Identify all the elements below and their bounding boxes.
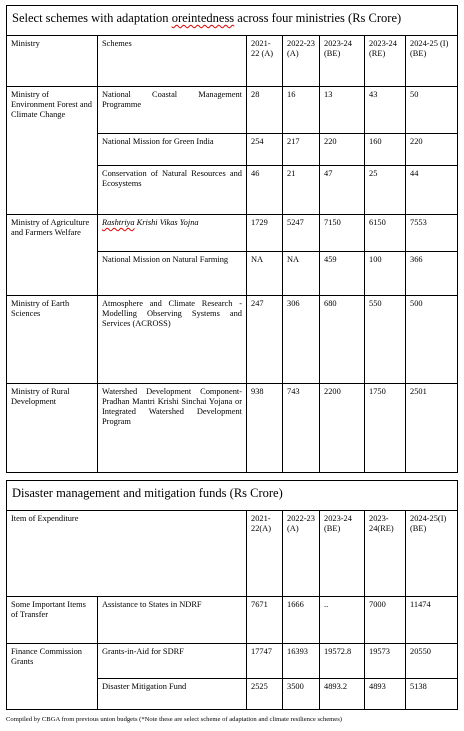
value-cell: 16393 bbox=[283, 644, 320, 679]
misspelt-word: oreintedness bbox=[171, 11, 235, 25]
value-cell: 46 bbox=[247, 166, 283, 215]
category-cell: Finance Commission Grants bbox=[7, 644, 98, 710]
table-row bbox=[7, 644, 458, 679]
value-cell: 7000 bbox=[365, 597, 406, 644]
item-cell: Grants-in-Aid for SDRF bbox=[98, 644, 247, 679]
value-cell: 28 bbox=[247, 87, 283, 134]
value-cell: 7671 bbox=[247, 597, 283, 644]
header-2024-25-be: 2024-25(I)(BE) bbox=[406, 511, 458, 597]
value-cell: 7553 bbox=[406, 215, 458, 252]
value-cell: 19573 bbox=[365, 644, 406, 679]
value-cell: 220 bbox=[406, 134, 458, 166]
value-cell: 4893 bbox=[365, 679, 406, 710]
scheme-cell: Rashtriya Krishi Vikas Yojna bbox=[98, 215, 247, 252]
value-cell: 100 bbox=[365, 252, 406, 296]
value-cell: 550 bbox=[365, 296, 406, 384]
header-2023-24-re: 2023-24(RE) bbox=[365, 511, 406, 597]
scheme-cell: National Mission on Natural Farming bbox=[98, 252, 247, 296]
value-cell: 1666 bbox=[283, 597, 320, 644]
value-cell: 11474 bbox=[406, 597, 458, 644]
header-2021-22: 2021-22(A) bbox=[247, 511, 283, 597]
adaptation-schemes-table bbox=[6, 5, 457, 473]
header-item-of-expenditure: Item of Expenditure bbox=[7, 511, 247, 597]
source-footnote: Compiled by CBGA from previous union budgets (*Note these are select scheme of adaptation and climate resilience schemes) bbox=[6, 716, 343, 723]
table-title: Disaster management and mitigation funds (Rs Crore) bbox=[7, 481, 458, 511]
header-ministry: Ministry bbox=[7, 36, 98, 87]
value-cell: 50 bbox=[406, 87, 458, 134]
item-cell: Assistance to States in NDRF bbox=[98, 597, 247, 644]
value-cell: 217 bbox=[283, 134, 320, 166]
disaster-funds-table bbox=[6, 480, 457, 710]
value-cell: 306 bbox=[283, 296, 320, 384]
table-row bbox=[7, 597, 458, 644]
scheme-cell: Atmosphere and Climate Research - Modelling Observing Systems and Services (ACROSS) bbox=[98, 296, 247, 384]
ministry-cell: Ministry of Agriculture and Farmers Welfare bbox=[7, 215, 98, 296]
scheme-cell: National Mission for Green India bbox=[98, 134, 247, 166]
value-cell: 21 bbox=[283, 166, 320, 215]
header-2023-24-be: 2023-24 (BE) bbox=[320, 36, 365, 87]
value-cell: 366 bbox=[406, 252, 458, 296]
value-cell: 43 bbox=[365, 87, 406, 134]
table-row bbox=[7, 384, 458, 473]
table-title-row bbox=[7, 481, 458, 511]
value-cell: 247 bbox=[247, 296, 283, 384]
scheme-cell: National Coastal Management Programme bbox=[98, 87, 247, 134]
value-cell: 938 bbox=[247, 384, 283, 473]
value-cell: 1729 bbox=[247, 215, 283, 252]
header-schemes: Schemes bbox=[98, 36, 247, 87]
value-cell: 5138 bbox=[406, 679, 458, 710]
value-cell: 47 bbox=[320, 166, 365, 215]
scheme-cell: Watershed Development Component- Pradhan Mantri Krishi Sinchai Yojana or Integrated Watershed Development Program bbox=[98, 384, 247, 473]
value-cell: 160 bbox=[365, 134, 406, 166]
value-cell: 3500 bbox=[283, 679, 320, 710]
header-2024-25-be: 2024-25 (I) (BE) bbox=[406, 36, 458, 87]
table-title: Select schemes with adaptation oreintedness across four ministries (Rs Crore) bbox=[7, 6, 458, 36]
item-cell: Disaster Mitigation Fund bbox=[98, 679, 247, 710]
value-cell: 500 bbox=[406, 296, 458, 384]
value-cell: .. bbox=[320, 597, 365, 644]
value-cell: 2525 bbox=[247, 679, 283, 710]
value-cell: 743 bbox=[283, 384, 320, 473]
value-cell: 2200 bbox=[320, 384, 365, 473]
table-row bbox=[7, 87, 458, 134]
header-2022-23: 2022-23 (A) bbox=[283, 511, 320, 597]
ministry-cell: Ministry of Earth Sciences bbox=[7, 296, 98, 384]
value-cell: 16 bbox=[283, 87, 320, 134]
header-row bbox=[7, 36, 458, 87]
value-cell: 20550 bbox=[406, 644, 458, 679]
value-cell: 4893.2 bbox=[320, 679, 365, 710]
table-title-row bbox=[7, 6, 458, 36]
value-cell: 220 bbox=[320, 134, 365, 166]
value-cell: 459 bbox=[320, 252, 365, 296]
table-row bbox=[7, 215, 458, 252]
value-cell: 7150 bbox=[320, 215, 365, 252]
category-cell: Some Important Items of Transfer bbox=[7, 597, 98, 644]
value-cell: 2501 bbox=[406, 384, 458, 473]
value-cell: 13 bbox=[320, 87, 365, 134]
value-cell: NA bbox=[283, 252, 320, 296]
header-2023-24-re: 2023-24 (RE) bbox=[365, 36, 406, 87]
header-2022-23: 2022-23 (A) bbox=[283, 36, 320, 87]
header-2023-24-be: 2023-24 (BE) bbox=[320, 511, 365, 597]
value-cell: 25 bbox=[365, 166, 406, 215]
value-cell: NA bbox=[247, 252, 283, 296]
scheme-word-rashtriya: Rashtriya bbox=[102, 218, 135, 227]
value-cell: 19572.8 bbox=[320, 644, 365, 679]
value-cell: 6150 bbox=[365, 215, 406, 252]
value-cell: 254 bbox=[247, 134, 283, 166]
value-cell: 1750 bbox=[365, 384, 406, 473]
scheme-cell: Conservation of Natural Resources and Ecosystems bbox=[98, 166, 247, 215]
ministry-cell: Ministry of Rural Development bbox=[7, 384, 98, 473]
table-row bbox=[7, 296, 458, 384]
header-2021-22: 2021-22 (A) bbox=[247, 36, 283, 87]
value-cell: 17747 bbox=[247, 644, 283, 679]
ministry-cell: Ministry of Environment Forest and Climate Change bbox=[7, 87, 98, 215]
header-row bbox=[7, 511, 458, 597]
value-cell: 680 bbox=[320, 296, 365, 384]
value-cell: 44 bbox=[406, 166, 458, 215]
value-cell: 5247 bbox=[283, 215, 320, 252]
